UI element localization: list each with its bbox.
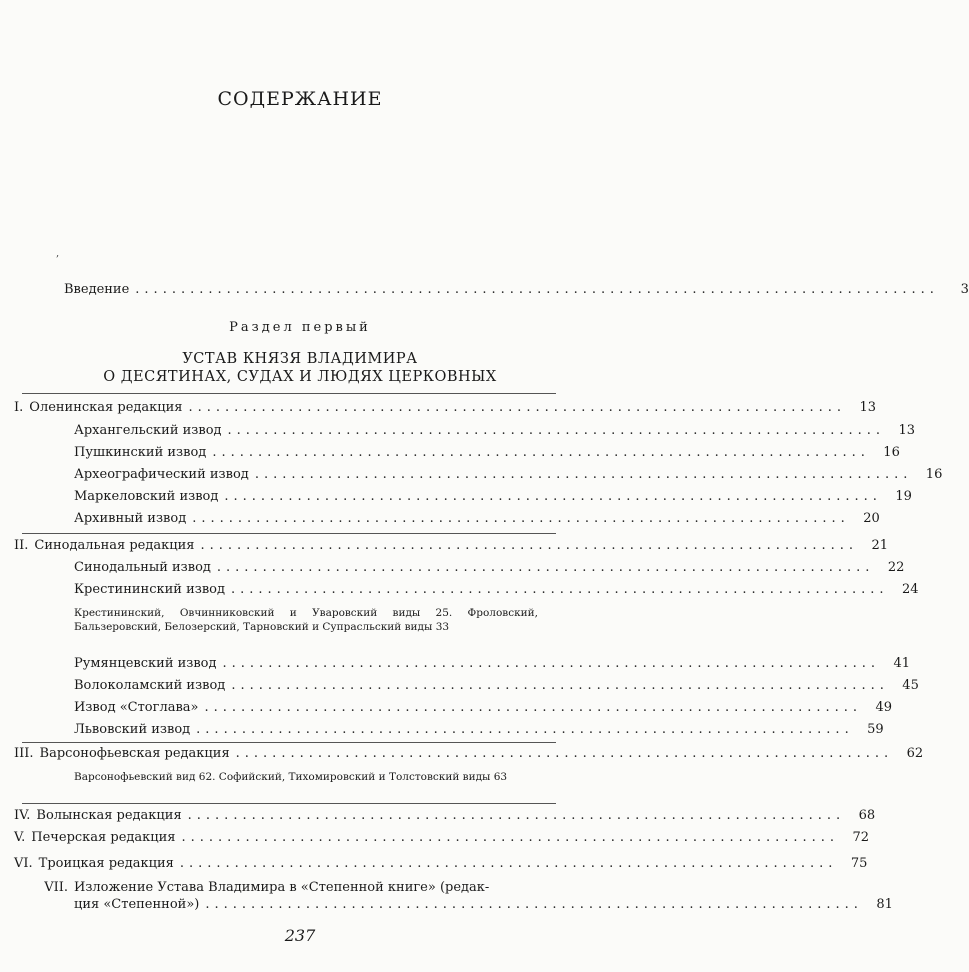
toc-entry-text: Пушкинский извод: [74, 445, 207, 460]
toc-entry-intro[interactable]: [64, 282, 969, 297]
toc-entry-text: Оленинская редакция: [29, 400, 183, 415]
toc-entry[interactable]: [74, 582, 919, 597]
section-label: Раздел первый: [229, 320, 371, 335]
roman-numeral: III.: [14, 746, 34, 761]
subentry-note: Варсонофьевский вид 62. Софийский, Тихомировский и Толстовский виды 63: [74, 771, 508, 783]
toc-page-number: 13: [898, 423, 916, 438]
toc-entry[interactable]: [14, 400, 877, 415]
toc-entry[interactable]: [14, 880, 556, 895]
toc-page-number: 62: [906, 746, 924, 761]
toc-entry-text: Волынская редакция: [36, 808, 182, 823]
divider: [22, 393, 556, 394]
toc-entry[interactable]: [74, 489, 912, 504]
toc-entry[interactable]: [74, 700, 893, 715]
leader-dots: ........................................................................: [196, 722, 854, 737]
toc-page-number: 49: [875, 700, 893, 715]
roman-numeral: II.: [14, 538, 29, 553]
toc-entry-text: Изложение Устава Владимира в «Степенной книге» (редак-: [74, 880, 490, 895]
toc-entry-text: Варсонофьевская редакция: [39, 746, 230, 761]
toc-page-number: 72: [852, 830, 870, 845]
leader-dots: ........................................................................: [200, 538, 858, 553]
leader-dots: ........................................................................: [224, 489, 882, 504]
toc-entry[interactable]: [74, 445, 900, 460]
leader-dots: ........................................................................................: [135, 282, 939, 297]
subentry-note: Крестининский, Овчинниковский и Уваровский виды 25. Фроловский, Бальзеровский, Белозерский, Тарновский и Супрасльский виды 33: [74, 607, 538, 633]
toc-entry-text: Архивный извод: [74, 511, 187, 526]
leader-dots: ........................................................................: [231, 678, 889, 693]
divider: [22, 533, 556, 534]
toc-page-number: 16: [883, 445, 900, 460]
toc-entry[interactable]: [74, 467, 943, 482]
toc-entry-text: Крестининский извод: [74, 582, 225, 597]
leader-dots: ........................................................................: [192, 511, 850, 526]
toc-entry[interactable]: [74, 423, 916, 438]
toc-entry[interactable]: [14, 830, 870, 845]
roman-numeral: I.: [14, 400, 24, 415]
toc-entry[interactable]: [14, 538, 888, 553]
toc-page-number: 81: [876, 897, 893, 912]
toc-entry-text: Архангельский извод: [74, 423, 222, 438]
leader-dots: ........................................................................: [216, 560, 875, 575]
toc-page-number: 75: [850, 856, 868, 871]
toc-entry-text: Синодальный извод: [74, 560, 211, 575]
toc-page-number: 13: [859, 400, 877, 415]
leader-dots: ........................................................................: [212, 445, 870, 460]
leader-dots: ........................................................................: [227, 423, 886, 438]
toc-page-number: 20: [863, 511, 880, 526]
leader-dots: ........................................................................: [188, 400, 847, 415]
toc-entry-text: Маркеловский извод: [74, 489, 219, 504]
toc-entry-text: Троицкая редакция: [38, 856, 174, 871]
toc-entry[interactable]: [74, 511, 880, 526]
toc-page-number: 24: [901, 582, 919, 597]
toc-entry-text: Румянцевский извод: [74, 656, 217, 671]
roman-numeral: VI.: [14, 856, 33, 871]
toc-page-number: 21: [871, 538, 888, 553]
leader-dots: ........................................................................: [181, 830, 840, 845]
toc-page-number: 16: [925, 467, 943, 482]
page-number: 237: [284, 926, 316, 945]
toc-entry-text: Львовский извод: [74, 722, 191, 737]
toc-entry-text: Волоколамский извод: [74, 678, 226, 693]
toc-entry[interactable]: [14, 808, 876, 823]
section-title: [0, 350, 600, 386]
toc-entry-text: Синодальная редакция: [34, 538, 195, 553]
roman-numeral: IV.: [14, 808, 31, 823]
toc-entry-text: Археографический извод: [74, 467, 249, 482]
toc-entry-text: ция «Степенной»): [74, 897, 200, 912]
toc-page-number: 22: [887, 560, 905, 575]
roman-numeral: V.: [14, 830, 26, 845]
roman-numeral: VII.: [44, 880, 68, 895]
leader-dots: ........................................................................: [187, 808, 846, 823]
toc-entry[interactable]: [14, 746, 924, 761]
toc-page-number: 45: [902, 678, 919, 693]
toc-page-number: 68: [858, 808, 876, 823]
section-title-line: УСТАВ КНЯЗЯ ВЛАДИМИРА: [182, 351, 418, 367]
section-title-line: О ДЕСЯТИНАХ, СУДАХ И ЛЮДЯХ ЦЕРКОВНЫХ: [103, 369, 497, 385]
leader-dots: ........................................................................: [204, 700, 863, 715]
toc-entry[interactable]: [74, 656, 911, 671]
toc-entry-text: Введение: [64, 282, 130, 297]
toc-page-number: 41: [893, 656, 911, 671]
toc-page-number: 59: [867, 722, 884, 737]
toc-entry[interactable]: [74, 560, 905, 575]
toc-entry[interactable]: [74, 897, 893, 912]
leader-dots: ........................................................................: [222, 656, 881, 671]
toc-entry[interactable]: [74, 722, 884, 737]
leader-dots: ........................................................................: [235, 746, 894, 761]
leader-dots: ........................................................................: [179, 856, 838, 871]
toc-entry[interactable]: [14, 856, 868, 871]
divider: [22, 742, 556, 743]
toc-entry-text: Извод «Стоглава»: [74, 700, 199, 715]
toc-entry-text: Печерская редакция: [31, 830, 176, 845]
toc-page-number: 3: [960, 282, 969, 297]
divider: [22, 803, 556, 804]
print-speck: ,: [56, 248, 60, 259]
page-title: СОДЕРЖАНИЕ: [217, 88, 383, 110]
toc-page-number: 19: [895, 489, 912, 504]
leader-dots: ........................................................................: [254, 467, 913, 482]
leader-dots: ........................................................................: [230, 582, 889, 597]
leader-dots: ........................................................................: [205, 897, 863, 912]
toc-entry[interactable]: [74, 678, 919, 693]
